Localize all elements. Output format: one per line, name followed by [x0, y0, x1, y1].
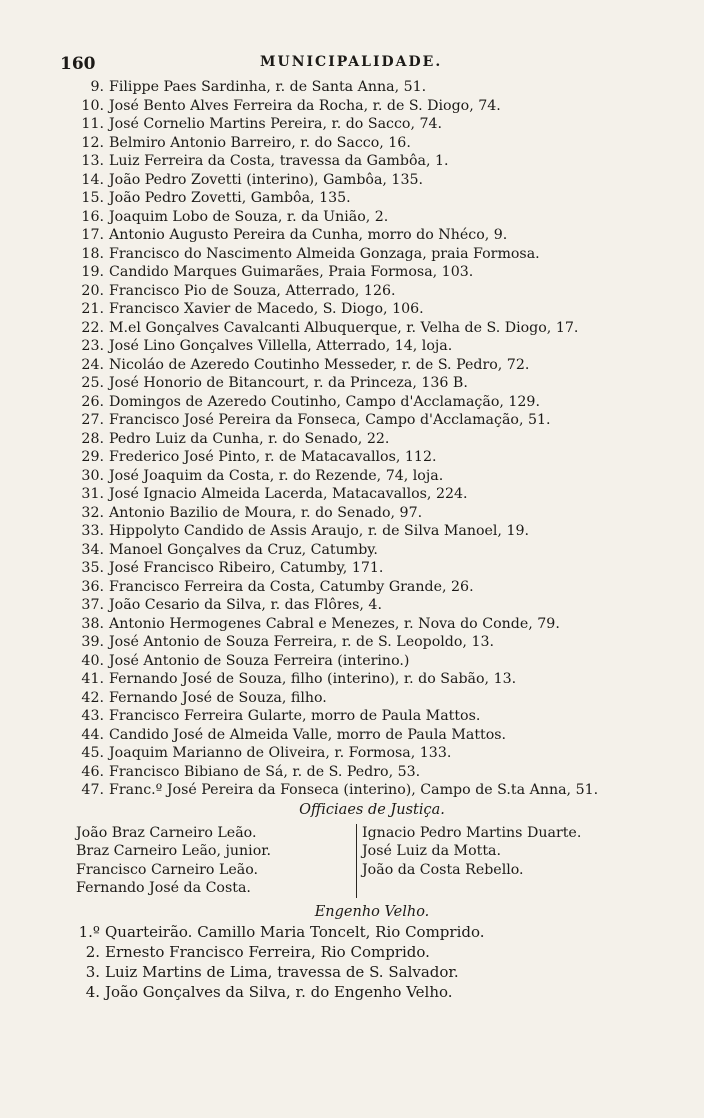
entry-number: 42. — [81, 689, 104, 706]
official-name: Francisco Carneiro Leão. — [76, 861, 259, 878]
entry-text: Fernando José de Souza, filho. — [109, 689, 327, 706]
entry-number: 19. — [81, 264, 104, 280]
entry-text: Antonio Augusto Pereira da Cunha, morro do Nhéco, 9. — [109, 227, 508, 243]
entry-text: Pedro Luiz da Cunha, r. do Senado, 22. — [109, 430, 390, 447]
entry-list — [72, 78, 672, 800]
list-item — [72, 559, 672, 578]
entry-number: 35. — [81, 560, 104, 576]
list-item — [72, 189, 672, 208]
entry-number: 24. — [81, 356, 104, 373]
list-item — [72, 467, 672, 486]
list-item — [72, 578, 672, 597]
list-item — [72, 208, 672, 227]
list-item — [72, 633, 672, 652]
entry-text: Franc.º José Pereira da Fonseca (interino), Campo de S.ta Anna, 51. — [109, 782, 599, 798]
list-item — [72, 726, 672, 745]
entry-text: Nicoláo de Azeredo Coutinho Messeder, r. de S. Pedro, 72. — [109, 356, 530, 373]
entry-number: 31. — [81, 486, 104, 502]
entry-text: José Antonio de Souza Ferreira (interino.) — [109, 652, 410, 669]
entry-number: 3. — [85, 962, 100, 981]
list-item — [72, 171, 672, 190]
page-number: 160 — [60, 54, 96, 74]
entry-text: Francisco José Pereira da Fonseca, Campo d'Acclamação, 51. — [109, 412, 551, 428]
entry-number: 12. — [81, 134, 104, 151]
entry-text: José Cornelio Martins Pereira, r. do Sacco, 74. — [109, 116, 443, 132]
entry-number: 47. — [81, 782, 104, 798]
official-name: Fernando José da Costa. — [76, 880, 251, 896]
engenho-heading: Engenho Velho. — [314, 903, 430, 920]
list-item — [72, 962, 672, 982]
officials-block — [72, 820, 672, 898]
entry-text: M.el Gonçalves Cavalcanti Albuquerque, r. Velha de S. Diogo, 17. — [109, 319, 579, 336]
list-item — [72, 670, 672, 689]
entry-number: 23. — [81, 338, 104, 354]
entry-text: Francisco Bibiano de Sá, r. de S. Pedro, 53. — [109, 763, 421, 780]
list-item — [72, 374, 672, 393]
entry-text: Filippe Paes Sardinha, r. de Santa Anna, 51. — [109, 79, 427, 95]
entry-number: 34. — [81, 541, 104, 558]
entry-number: 15. — [81, 190, 104, 206]
engenho-block — [72, 902, 672, 1002]
list-item — [72, 707, 672, 726]
entry-number: 37. — [81, 597, 104, 613]
entry-text: José Ignacio Almeida Lacerda, Matacavallos, 224. — [109, 486, 468, 502]
list-item — [72, 245, 672, 264]
entry-number: 38. — [81, 615, 104, 632]
entry-number: 27. — [81, 412, 104, 428]
entry-number: 44. — [81, 726, 104, 743]
entry-number: 45. — [81, 745, 104, 761]
official-name: Braz Carneiro Leão, junior. — [76, 843, 271, 859]
list-item — [72, 300, 672, 319]
list-item — [72, 393, 672, 412]
list-item — [72, 982, 672, 1002]
entry-text: João Pedro Zovetti (interino), Gambôa, 135. — [109, 171, 424, 188]
list-item — [72, 922, 672, 942]
entry-number: 30. — [81, 467, 104, 484]
entry-text: Joaquim Lobo de Souza, r. da União, 2. — [109, 208, 389, 225]
list-item — [72, 689, 672, 708]
entry-number: 10. — [81, 97, 104, 114]
column-divider — [356, 824, 357, 898]
official-name: José Luiz da Motta. — [362, 843, 501, 859]
list-item — [72, 226, 672, 245]
officials-left-column — [76, 824, 346, 898]
entry-number: 41. — [81, 671, 104, 687]
official-name: João da Costa Rebello. — [362, 861, 524, 878]
entry-number: 21. — [81, 301, 104, 317]
entry-text: Joaquim Marianno de Oliveira, r. Formosa, 133. — [109, 745, 452, 761]
entry-number: 9. — [90, 79, 104, 95]
entry-text: João Cesario da Silva, r. das Flôres, 4. — [109, 597, 382, 613]
entry-text: Quarteirão. Camillo Maria Toncelt, Rio Comprido. — [105, 922, 485, 941]
entry-number: 43. — [81, 708, 104, 724]
list-item — [72, 448, 672, 467]
entry-text: Antonio Bazilio de Moura, r. do Senado, 97. — [109, 504, 423, 521]
entry-number: 4. — [85, 982, 100, 1001]
entry-number: 17. — [81, 227, 104, 243]
list-item — [72, 763, 672, 782]
entry-text: José Antonio de Souza Ferreira, r. de S. Leopoldo, 13. — [109, 634, 495, 650]
entry-number: 1.º — [78, 922, 100, 941]
list-item — [72, 282, 672, 301]
entry-text: Belmiro Antonio Barreiro, r. do Sacco, 16. — [109, 134, 411, 151]
entry-text: Candido Marques Guimarães, Praia Formosa, 103. — [109, 264, 474, 280]
list-item — [72, 263, 672, 282]
entry-number: 28. — [81, 430, 104, 447]
engenho-list — [72, 922, 672, 1002]
page-header — [60, 54, 640, 76]
entry-number: 13. — [81, 153, 104, 169]
entry-text: Francisco Ferreira Gularte, morro de Paula Mattos. — [109, 708, 481, 724]
entry-text: Francisco Ferreira da Costa, Catumby Grande, 26. — [109, 578, 474, 595]
official-name: Ignacio Pedro Martins Duarte. — [362, 824, 582, 841]
entry-text: José Bento Alves Ferreira da Rocha, r. de S. Diogo, 74. — [109, 97, 501, 114]
list-item — [72, 319, 672, 338]
entry-number: 18. — [81, 245, 104, 262]
list-item — [72, 781, 672, 800]
list-item — [72, 615, 672, 634]
entry-number: 11. — [81, 116, 104, 132]
list-item — [72, 430, 672, 449]
list-item — [72, 504, 672, 523]
entry-text: José Francisco Ribeiro, Catumby, 171. — [109, 560, 384, 576]
entry-number: 32. — [81, 504, 104, 521]
entry-number: 29. — [81, 449, 104, 465]
list-item — [72, 485, 672, 504]
entry-text: João Gonçalves da Silva, r. do Engenho Velho. — [105, 982, 453, 1001]
entry-number: 26. — [81, 393, 104, 410]
list-item — [72, 97, 672, 116]
officials-heading: Officiaes de Justiça. — [299, 801, 445, 818]
list-item — [72, 115, 672, 134]
running-title: MUNICIPALIDADE. — [260, 54, 443, 70]
entry-number: 14. — [81, 171, 104, 188]
list-item — [72, 522, 672, 541]
entry-text: Domingos de Azeredo Coutinho, Campo d'Acclamação, 129. — [109, 393, 540, 410]
list-item — [72, 78, 672, 97]
list-item — [72, 337, 672, 356]
list-item — [72, 356, 672, 375]
entry-text: José Honorio de Bitancourt, r. da Princeza, 136 B. — [109, 375, 468, 391]
entry-number: 20. — [81, 282, 104, 299]
list-item — [72, 541, 672, 560]
entry-text: Antonio Hermogenes Cabral e Menezes, r. Nova do Conde, 79. — [109, 615, 560, 632]
list-item — [72, 942, 672, 962]
entry-text: José Lino Gonçalves Villella, Atterrado, 14, loja. — [109, 338, 453, 354]
entry-text: Fernando José de Souza, filho (interino), r. do Sabão, 13. — [109, 671, 517, 687]
list-item — [72, 411, 672, 430]
entry-number: 39. — [81, 634, 104, 650]
entry-text: Francisco Xavier de Macedo, S. Diogo, 106. — [109, 301, 424, 317]
entry-number: 22. — [81, 319, 104, 336]
entry-text: Francisco Pio de Souza, Atterrado, 126. — [109, 282, 396, 299]
entry-number: 2. — [85, 942, 100, 961]
entry-text: Manoel Gonçalves da Cruz, Catumby. — [109, 541, 378, 558]
entry-text: Hippolyto Candido de Assis Araujo, r. de Silva Manoel, 19. — [109, 523, 530, 539]
entry-text: Francisco do Nascimento Almeida Gonzaga, praia Formosa. — [109, 245, 540, 262]
list-item — [72, 134, 672, 153]
list-item — [72, 152, 672, 171]
list-item — [72, 652, 672, 671]
entry-text: Candido José de Almeida Valle, morro de Paula Mattos. — [109, 726, 507, 743]
entry-text: Luiz Martins de Lima, travessa de S. Salvador. — [105, 962, 459, 981]
entry-number: 33. — [81, 523, 104, 539]
entry-number: 36. — [81, 578, 104, 595]
entry-number: 16. — [81, 208, 104, 225]
entry-text: Frederico José Pinto, r. de Matacavallos, 112. — [109, 449, 437, 465]
officials-right-column — [362, 824, 652, 880]
entry-number: 46. — [81, 763, 104, 780]
entry-number: 40. — [81, 652, 104, 669]
entries-block — [72, 78, 672, 1002]
list-item — [72, 744, 672, 763]
official-name: João Braz Carneiro Leão. — [76, 824, 257, 841]
list-item — [72, 596, 672, 615]
entry-number: 25. — [81, 375, 104, 391]
entry-text: Luiz Ferreira da Costa, travessa da Gambôa, 1. — [109, 153, 449, 169]
entry-text: José Joaquim da Costa, r. do Rezende, 74, loja. — [109, 467, 444, 484]
entry-text: João Pedro Zovetti, Gambôa, 135. — [109, 190, 351, 206]
entry-text: Ernesto Francisco Ferreira, Rio Comprido. — [105, 942, 430, 961]
